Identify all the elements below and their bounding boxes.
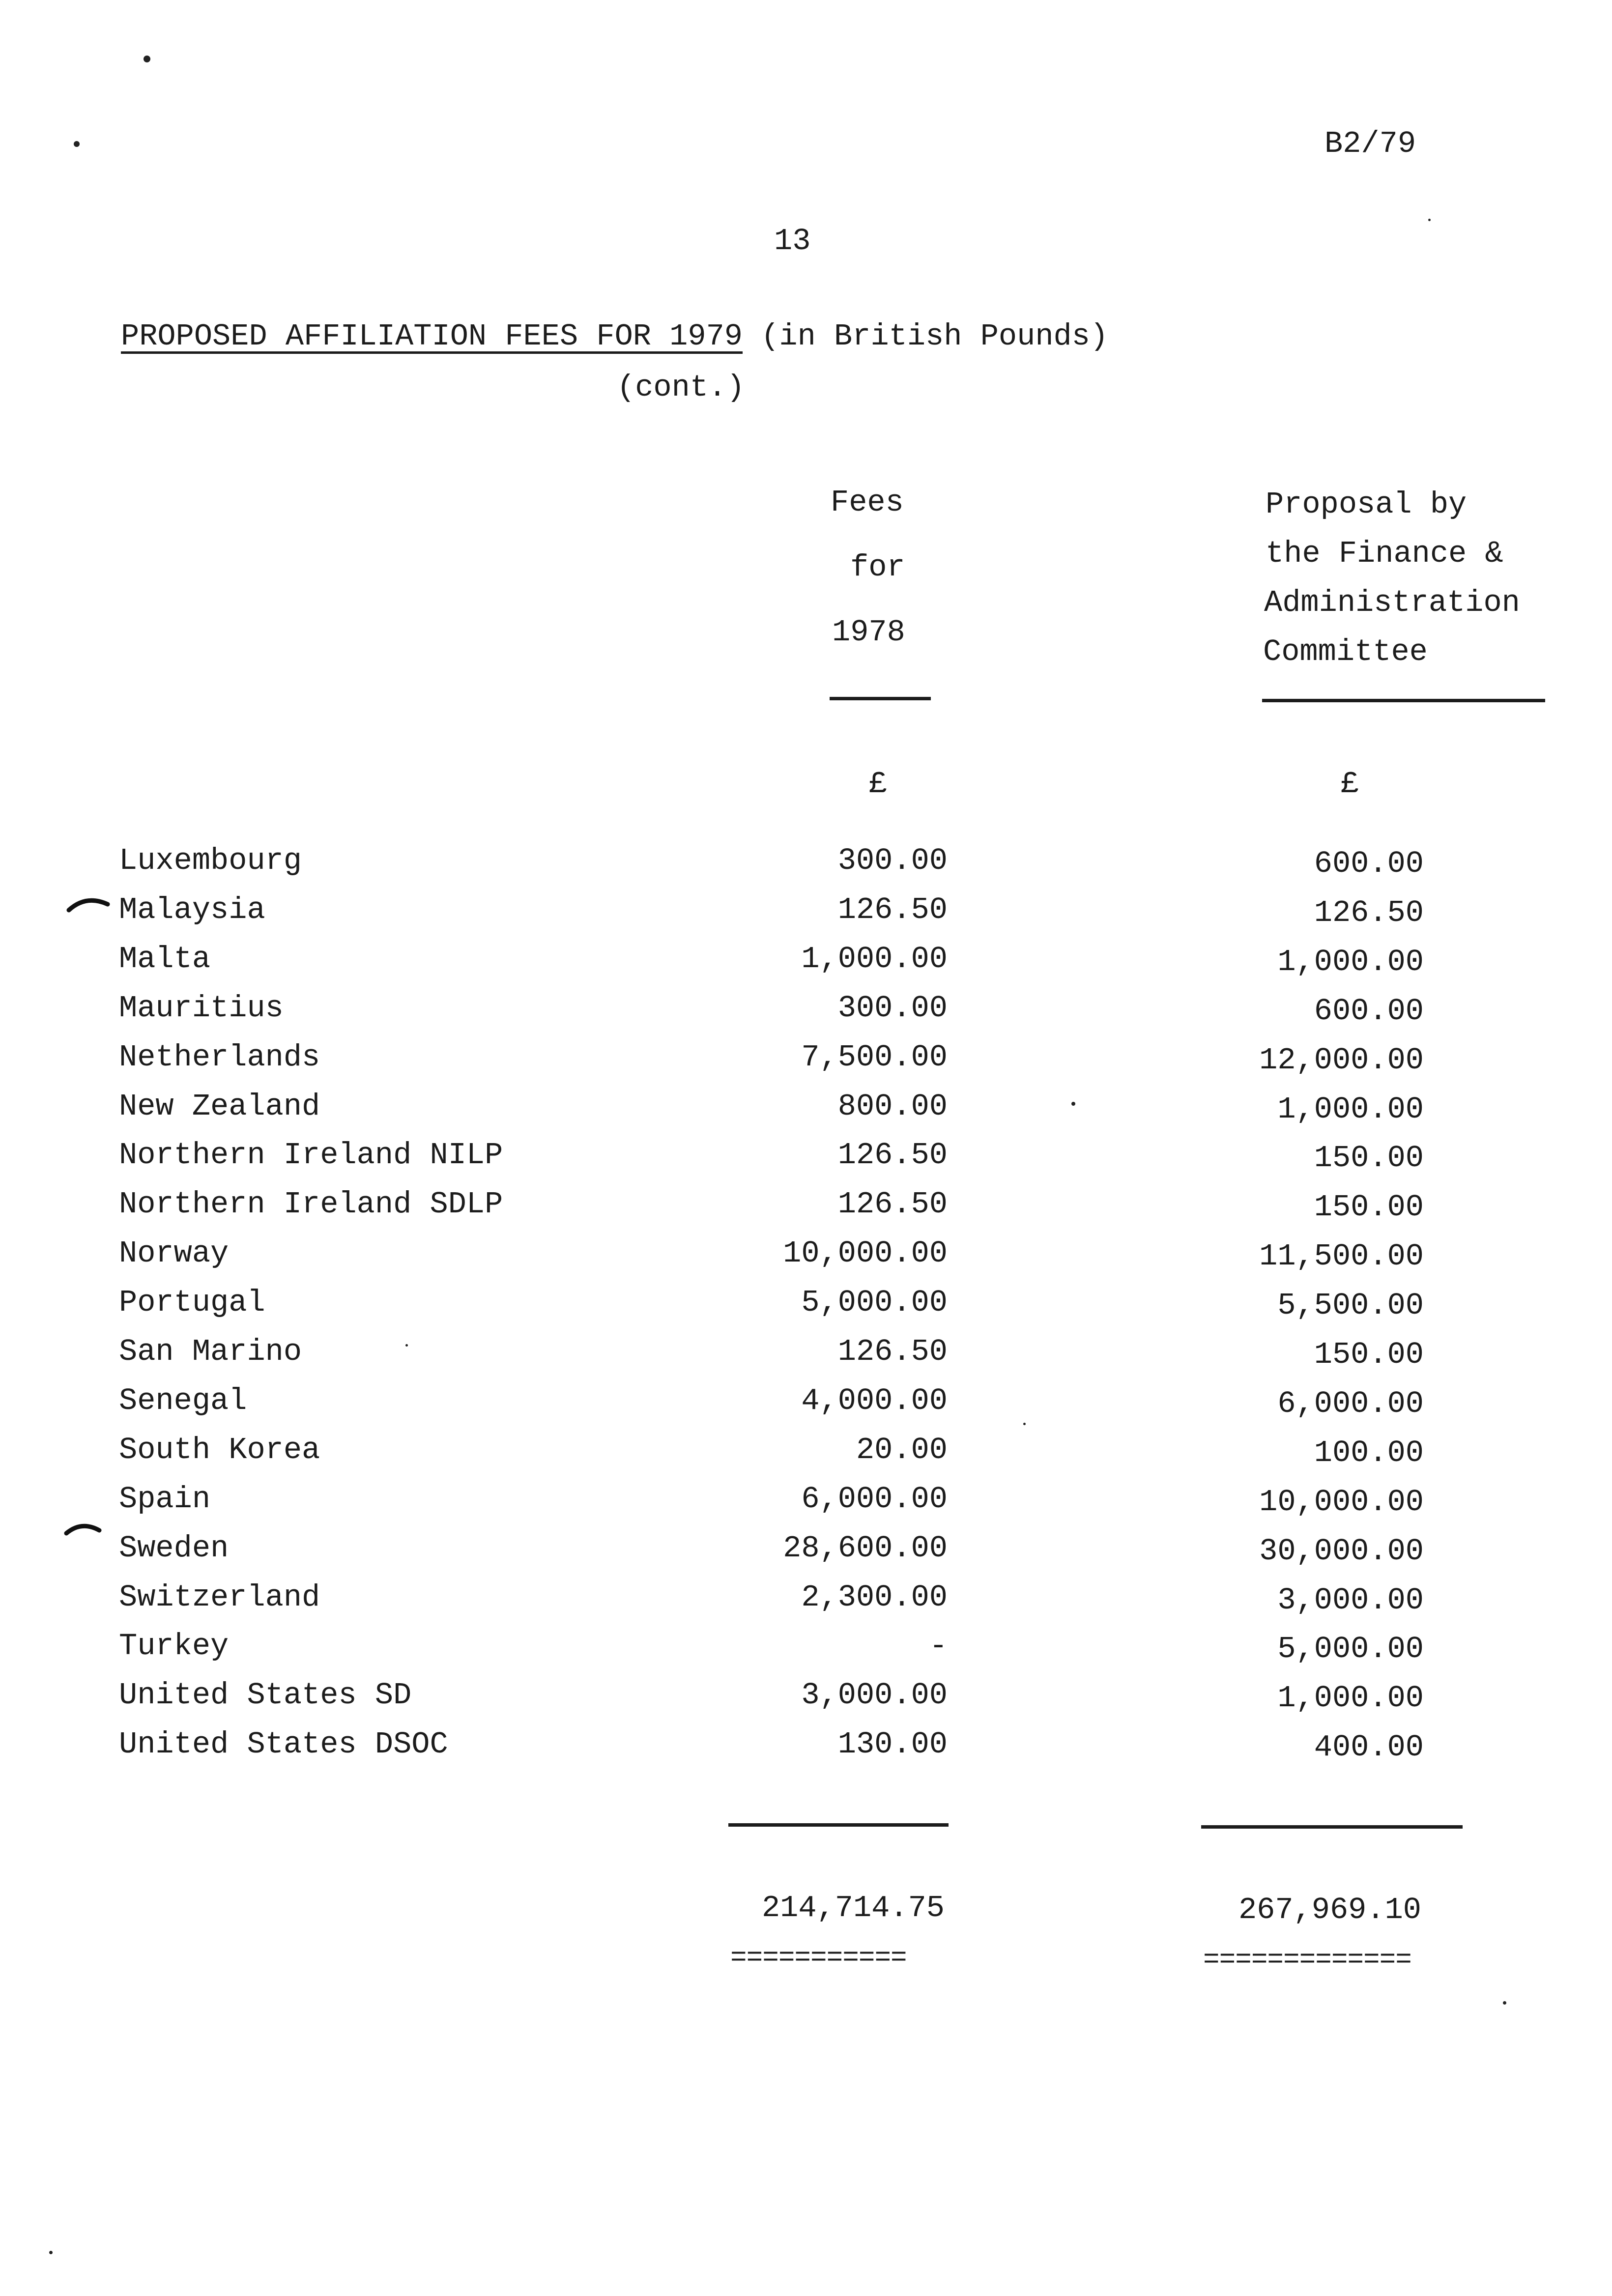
table-row — [0, 1236, 1612, 1274]
proposal-value: 100.00 — [1314, 1435, 1424, 1470]
country-name: Spain — [119, 1482, 211, 1517]
fees-header-rule — [830, 697, 931, 700]
country-name: Malta — [119, 942, 211, 976]
table-row — [0, 1629, 1612, 1666]
proposal-header-line-4: Committee — [1263, 634, 1428, 669]
country-name: United States DSOC — [119, 1727, 448, 1762]
proposal-currency-symbol: £ — [1341, 767, 1359, 802]
proposal-value: 600.00 — [1314, 846, 1424, 881]
fees-total-rule — [728, 1823, 949, 1827]
country-name: Northern Ireland NILP — [119, 1138, 503, 1173]
proposal-value: 126.50 — [1314, 895, 1424, 930]
proposal-total: 267,969.10 — [1238, 1893, 1421, 1927]
fees-header-line-2: for — [850, 550, 905, 585]
fees-1978-value: 130.00 — [837, 1727, 948, 1762]
proposal-value: 600.00 — [1314, 994, 1424, 1029]
table-row — [0, 1727, 1612, 1765]
title-underlined: PROPOSED AFFILIATION FEES FOR 1979 — [121, 319, 743, 354]
tick-mark-malaysia — [66, 893, 111, 913]
table-row — [0, 1089, 1612, 1127]
fees-1978-value: 300.00 — [837, 843, 948, 878]
fees-total-double-underline: =========== — [730, 1942, 907, 1974]
country-name: South Korea — [119, 1433, 320, 1467]
country-name: Norway — [119, 1236, 229, 1271]
proposal-header-rule — [1262, 699, 1545, 702]
fees-1978-value: 28,600.00 — [783, 1531, 948, 1566]
table-row — [0, 1433, 1612, 1470]
scan-speck — [1071, 1102, 1075, 1106]
fees-1978-value: - — [929, 1629, 948, 1664]
scan-speck — [49, 2251, 53, 2254]
proposal-header-line-1: Proposal by — [1266, 487, 1467, 522]
fees-1978-value: 3,000.00 — [801, 1678, 948, 1713]
proposal-total-double-underline: ============= — [1203, 1944, 1411, 1976]
country-name: New Zealand — [119, 1089, 320, 1124]
fees-1978-value: 800.00 — [837, 1089, 948, 1124]
fees-1978-value: 1,000.00 — [801, 942, 948, 976]
proposal-value: 1,000.00 — [1277, 1681, 1424, 1716]
fees-1978-value: 6,000.00 — [801, 1482, 948, 1517]
proposal-value: 6,000.00 — [1277, 1386, 1424, 1421]
country-name: Turkey — [119, 1629, 229, 1664]
table-row — [0, 1482, 1612, 1520]
document-reference: B2/79 — [1324, 126, 1416, 161]
table-row — [0, 892, 1612, 930]
country-name: United States SD — [119, 1678, 412, 1713]
proposal-value: 11,500.00 — [1259, 1239, 1424, 1274]
fees-1978-value: 5,000.00 — [801, 1285, 948, 1320]
proposal-value: 150.00 — [1314, 1337, 1424, 1372]
fees-1978-value: 126.50 — [837, 1138, 948, 1173]
continuation-note: (cont.) — [617, 370, 745, 405]
proposal-value: 1,000.00 — [1277, 1092, 1424, 1127]
country-name: Portugal — [119, 1285, 265, 1320]
proposal-value: 150.00 — [1314, 1190, 1424, 1225]
fees-currency-symbol: £ — [869, 767, 888, 802]
page-number: 13 — [774, 224, 811, 258]
scan-speck — [74, 141, 80, 147]
fees-1978-value: 126.50 — [837, 1334, 948, 1369]
proposal-value: 5,000.00 — [1277, 1632, 1424, 1666]
country-name: Senegal — [119, 1383, 247, 1418]
country-name: Luxembourg — [119, 843, 302, 878]
table-row — [0, 1383, 1612, 1421]
table-row — [0, 843, 1612, 881]
table-row — [0, 1678, 1612, 1716]
table-row — [0, 1531, 1612, 1569]
scan-speck — [1023, 1423, 1026, 1425]
table-row — [0, 1040, 1612, 1078]
fees-1978-value: 300.00 — [837, 991, 948, 1026]
document-title — [121, 321, 1108, 352]
proposal-value: 3,000.00 — [1277, 1583, 1424, 1618]
table-row — [0, 1285, 1612, 1323]
scan-speck — [1503, 2001, 1506, 2005]
fees-1978-value: 126.50 — [837, 1187, 948, 1222]
title-suffix: (in British Pounds) — [743, 319, 1109, 354]
table-row — [0, 1580, 1612, 1618]
proposal-value: 400.00 — [1314, 1730, 1424, 1765]
fees-1978-value: 2,300.00 — [801, 1580, 948, 1615]
fees-1978-value: 7,500.00 — [801, 1040, 948, 1075]
fees-header-line-3: 1978 — [832, 615, 905, 650]
proposal-header-line-2: the Finance & — [1266, 536, 1503, 571]
scan-speck — [1428, 219, 1431, 221]
country-name: Mauritius — [119, 991, 284, 1026]
tick-mark-sweden — [64, 1519, 103, 1538]
proposal-header-line-3: Administration — [1264, 585, 1520, 620]
scan-speck — [405, 1344, 408, 1347]
proposal-value: 1,000.00 — [1277, 945, 1424, 979]
table-row — [0, 1187, 1612, 1225]
country-name: Sweden — [119, 1531, 229, 1566]
table-row — [0, 991, 1612, 1029]
fees-header-line-1: Fees — [831, 485, 904, 520]
proposal-total-rule — [1201, 1825, 1463, 1829]
country-name: Netherlands — [119, 1040, 320, 1075]
fees-total: 214,714.75 — [761, 1891, 945, 1925]
fees-1978-value: 126.50 — [837, 892, 948, 927]
table-row — [0, 942, 1612, 979]
table-row — [0, 1334, 1612, 1372]
proposal-value: 10,000.00 — [1259, 1485, 1424, 1520]
table-row — [0, 1138, 1612, 1176]
scan-speck — [144, 56, 150, 62]
fees-1978-value: 10,000.00 — [783, 1236, 948, 1271]
proposal-value: 30,000.00 — [1259, 1534, 1424, 1569]
fees-1978-value: 4,000.00 — [801, 1383, 948, 1418]
proposal-value: 150.00 — [1314, 1141, 1424, 1176]
proposal-value: 12,000.00 — [1259, 1043, 1424, 1078]
fees-1978-value: 20.00 — [856, 1433, 948, 1467]
proposal-value: 5,500.00 — [1277, 1288, 1424, 1323]
country-name: Switzerland — [119, 1580, 320, 1615]
country-name: Northern Ireland SDLP — [119, 1187, 503, 1222]
country-name: Malaysia — [119, 892, 265, 927]
country-name: San Marino — [119, 1334, 302, 1369]
